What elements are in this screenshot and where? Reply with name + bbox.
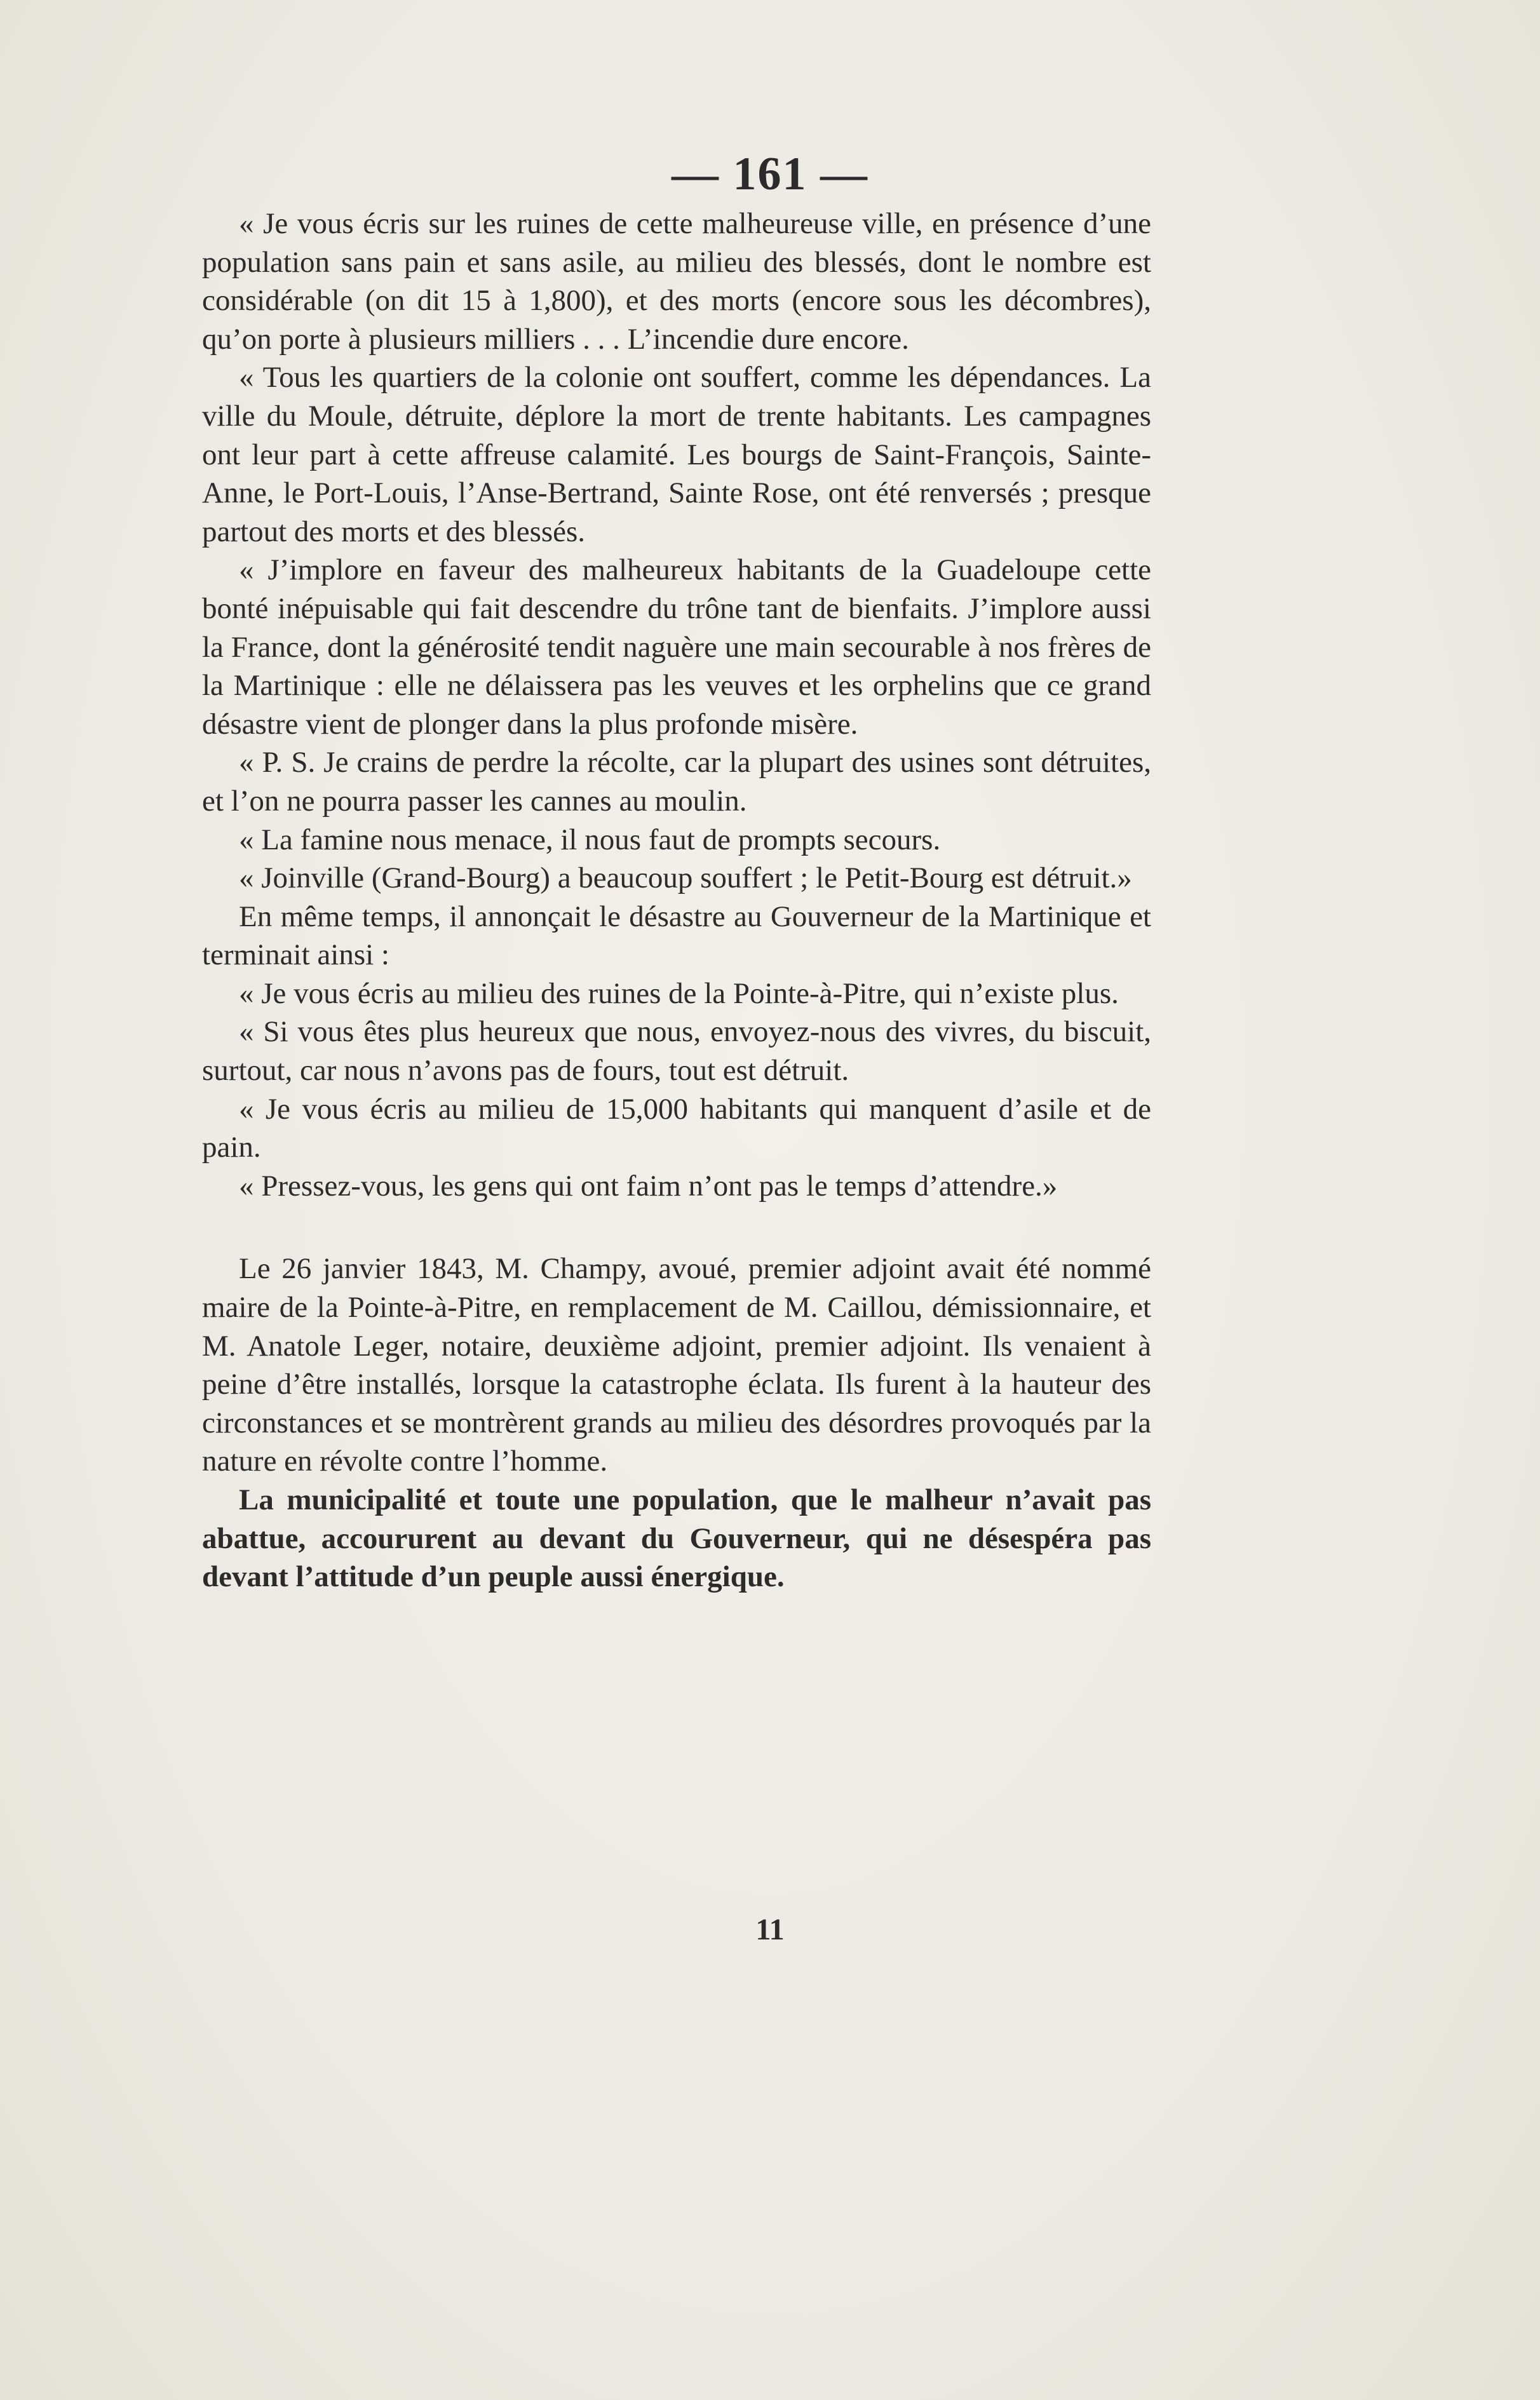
paragraph: « La famine nous menace, il nous faut de prompts secours.: [239, 823, 941, 856]
paragraph: « Je vous écris au milieu de 15,000 habitants qui manquent d’asile et de pain.: [202, 1092, 1151, 1164]
paragraph: La municipalité et toute une population, que le malheur n’avait pas abattue, accoururent au devant du Gouverneur, qui ne désespéra pas devant l’attitude d’un peuple aussi énergique.: [202, 1483, 1151, 1594]
paragraph: « Je vous écris sur les ruines de cette malheureuse ville, en présence d’une population sans pain et sans asile, au milieu des blessés, dont le nombre est considérable (on dit 15 à 1,800), et des morts (encore sous les décombres), qu’on porte à plusieurs milliers . . . L’incendie dure encore.: [202, 207, 1151, 356]
paragraph: « P. S. Je crains de perdre la récolte, car la plupart des usines sont détruites, et l’on ne pourra passer les cannes au moulin.: [202, 746, 1151, 818]
paragraph: En même temps, il annonçait le désastre au Gouverneur de la Martinique et terminait ainsi :: [202, 900, 1151, 972]
page-number: — 161 —: [672, 148, 868, 200]
body-text: [202, 205, 1151, 1596]
paragraph: « Si vous êtes plus heureux que nous, envoyez-nous des vivres, du biscuit, surtout, car nous n’avons pas de fours, tout est détruit.: [202, 1015, 1151, 1088]
paragraph: « Joinville (Grand-Bourg) a beaucoup souffert ; le Petit-Bourg est détruit.»: [239, 861, 1132, 895]
paragraph: « J’implore en faveur des malheureux habitants de la Guadeloupe cette bonté inépuisable qui fait descendre du trône tant de bienfaits. J’implore aussi la France, dont la générosité tendit naguère une main secourable à nos frères de la Martinique : elle ne délaissera pas les veuves et les orphelins que ce grand désastre vient de plonger dans la plus profonde misère.: [202, 553, 1151, 741]
paragraph: Le 26 janvier 1843, M. Champy, avoué, premier adjoint avait été nommé maire de la Pointe-à-Pitre, en remplacement de M. Caillou, démissionnaire, et M. Anatole Leger, notaire, deuxième adjoint, premier adjoint. Ils venaient à peine d’être installés, lorsque la catastrophe éclata. Ils furent à la hauteur des circonstances et se montrèrent grands au milieu des désordres provoqués par la nature en révolte contre l’homme.: [202, 1252, 1151, 1478]
paragraph: « Tous les quartiers de la colonie ont souffert, comme les dépendances. La ville du Moule, détruite, déplore la mort de trente habitants. Les campagnes ont leur part à cette affreuse calamité. Les bourgs de Saint-François, Sainte-Anne, le Port-Louis, l’Anse-Bertrand, Sainte Rose, ont été renversés ; presque partout des morts et des blessés.: [202, 361, 1151, 548]
paragraph: « Pressez-vous, les gens qui ont faim n’ont pas le temps d’attendre.»: [239, 1169, 1058, 1203]
paragraph: « Je vous écris au milieu des ruines de la Pointe-à-Pitre, qui n’existe plus.: [239, 976, 1119, 1010]
signature-mark: 11: [755, 1913, 785, 1946]
